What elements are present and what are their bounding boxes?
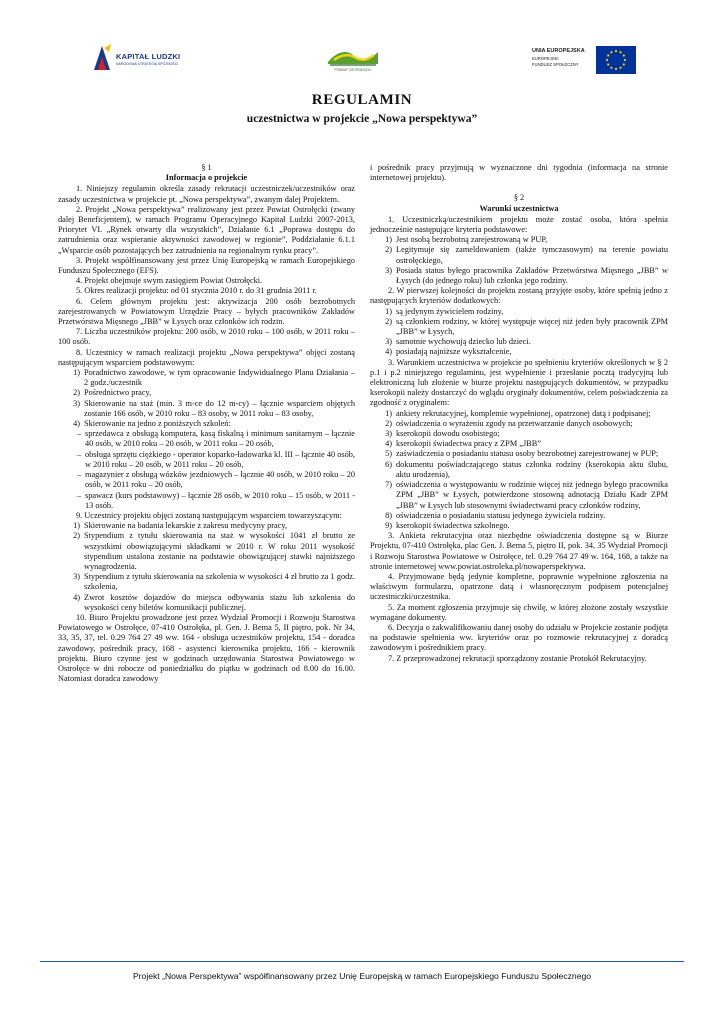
list-item: 1) Poradnictwo zawodowe, w tym opracowanie Indywidualnego Planu Działania – 2 godz./uczestnik	[73, 368, 355, 388]
s2-paragraph-3: 3. Warunkiem uczestnictwa w projekcie po spełnieniu kryteriów określonych w § 2 p.1 i p.2 niniejszego regulaminu, jest wypełnienie i przesłanie pocztą tradycyjną lub elektroniczną lub złożenie w biurze projektu następujących dokumentów, w przypadku kserokopii należy dostarczyć do wglądu oryginały dokumentów, celem poświadczenia za zgodność z oryginałem:	[370, 357, 668, 408]
list-item: 1) Jest osobą bezrobotną zarejestrowaną w PUP,	[385, 235, 548, 245]
kapital-ludzki-name: KAPITAŁ LUDZKI	[116, 52, 181, 61]
document-subtitle: uczestnictwa w projekcie „Nowa perspektywa”	[246, 113, 478, 125]
list-item: 9) kserokopii świadectwa szkolnego.	[385, 520, 510, 530]
list-item: 8) oświadczenia o posiadaniu statusu jedynego żywiciela rodziny.	[385, 510, 606, 520]
s2-paragraph-5: 5. Za moment zgłoszenia przyjmuje się chwilę, w której złożone zostały wszystkie wymagane dokumenty.	[370, 602, 668, 622]
list-item: 3) kserokopii dowodu osobistego;	[385, 429, 500, 439]
s1-paragraph-1: 1. Niniejszy regulamin określa zasady rekrutacji uczestniczek/uczestników oraz zasady uczestnictwa w projekcie pt. „Nowa perspektywa”, zwanym dalej Projektem.	[58, 184, 355, 204]
right-column	[370, 163, 668, 664]
s2-documents-list	[370, 409, 668, 531]
s2-paragraph-3b: 3. Ankieta rekrutacyjna oraz niezbędne oświadczenia dostępne są w Biurze Projektu, 07-410 Ostrołęka, plac Gen. J. Bema 5, piętro II, pok. 34, 35 Wydział Promocji i Rozwoju Starostwa Powiatowe w Ostrołęce, tel. 0.29 764 27 49 w. 164, 168, a także na stronie internetowej www.powiat.ostroleka.pl/nowaperspektywa.	[370, 531, 668, 571]
s1-paragraph-8: 8. Uczestnicy w ramach realizacji projektu „Nowa perspektywa” objęci zostaną następującym wsparciem podstawowym:	[58, 347, 355, 367]
s1-paragraph-10-continued: i pośrednik pracy przyjmują w wyznaczone dni tygodnia (informacja na stronie internetowej projektu).	[370, 163, 668, 183]
powiat-ostrolecki-logo	[326, 46, 380, 74]
document-title: REGULAMIN	[311, 92, 413, 108]
s2-paragraph-7: 7. Z przeprowadzonej rekrutacji sporządzony zostanie Protokół Rekrutacyjny.	[388, 653, 647, 663]
training-item: – spawacz (kurs podstawowy) – łącznie 28 osób, w 2010 roku – 15 osób, w 2011 - 13 osób.	[77, 490, 355, 510]
section-1-heading: Informacja o projekcie	[165, 173, 248, 183]
kapital-ludzki-mark-icon	[92, 44, 112, 72]
s1-paragraph-7: 7. Liczba uczestników projektu: 200 osób, w 2010 roku – 100 osób, w 2011 roku – 100 osób.	[58, 327, 355, 347]
s1-paragraph-10: 10. Biuro Projektu prowadzone jest przez Wydział Promocji i Rozwoju Starostwa Powiatowego w Ostrołęce, 07-410 Ostrołęka, pl. Gen. J. Bema 5, II piętro, pok. Nr 34, 33, 35, 37, tel. 0.29 764 27 49 ww. 164 - obsługa uczestników projektu, 154 - doradca zawodowy, pośrednik pracy, 168 - asystenci kierownika projektu, 166 - kierownik projektu. Biuro czynne jest w godzinach urzędowania Starostwa Powiatowego w Ostrołęce w dni robocze od poniedziałku do piątku w godzinach od 8.00 do 16.00. Natomiast doradca zawodowy	[58, 612, 355, 684]
s1-accompanying-support-list	[58, 521, 355, 613]
list-item: 2) Legitymuje się zameldowaniem (także tymczasowym) na terenie powiatu ostrołęckiego,	[385, 245, 668, 265]
s1-paragraph-3: 3. Projekt współfinansowany jest przez Unię Europejską w ramach Europejskiego Funduszu Społecznego (EFS).	[58, 255, 355, 276]
footer-rule	[40, 961, 684, 962]
eu-name: UNIA EUROPEJSKA	[532, 48, 585, 54]
s2-paragraph-4: 4. Przyjmowane będą jedynie kompletne, poprawnie wypełnione zgłoszenia na właściwym formularzu, opatrzone datą i własnoręcznym podpisem potencjalnej uczestniczki/uczestnika.	[370, 571, 668, 602]
s1-paragraph-6: 6. Celem głównym projektu jest: aktywizacja 200 osób bezrobotnych zarejestrowanych w Powiatowym Urzędzie Pracy – byłych pracowników Zakładów Przetwórstwa Mięsnego „JBB” w Łysych oraz członków ich rodzin.	[58, 296, 355, 327]
eu-fund-line2: FUNDUSZ SPOŁECZNY	[532, 62, 579, 67]
s2-paragraph-1: 1. Uczestniczką/uczestnikiem projektu może zostać osoba, która spełnia jednocześnie następujące kryteria podstawowe:	[370, 214, 668, 235]
list-item: 3) samotnie wychowują dziecko lub dzieci.	[385, 337, 531, 347]
list-item: 1) Skierowanie na badania lekarskie z zakresu medycyny pracy,	[73, 521, 288, 531]
section-1-number: § 1	[201, 163, 212, 172]
powiat-emblem-icon	[326, 46, 380, 68]
training-item: – obsługa sprzętu ciężkiego - operator koparko-ładowarka kl. III – łącznie 40 osób, w 2010 roku – 20 osób, w 2011 roku – 20 osób,	[77, 449, 355, 469]
s1-support-list	[58, 368, 355, 511]
list-item: 3) Skierowanie na staż (min. 3 m-ce do 12 m-cy) – łącznie wsparciem objętych zostanie 166 osób, w 2010 roku – 83 osoby, w 2011 roku – 83 osoby,	[73, 398, 355, 418]
left-column	[58, 163, 355, 684]
s1-paragraph-2: 2. Projekt „Nowa perspektywa” realizowany jest przez Powiat Ostrołęcki (zwany dalej Beneficjentem), w ramach Programu Operacyjnego Kapitał Ludzki 2007-2013, Priorytet VI. „Rynek otwarty dla wszystkich”, Działanie 6.1 „Poprawa dostępu do zatrudnienia oraz wspieranie aktywności zawodowej w regionie”, Poddziałanie 6.1.1 „Wsparcie osób pozostających bez zatrudnienia na regionalnym rynku pracy”.	[58, 204, 355, 255]
list-item: 6) dokumentu poświadczającego status członka rodziny (kserokopia aktu ślubu, aktu urodzenia),	[385, 459, 668, 479]
s1-paragraph-5: 5. Okres realizacji projektu: od 01 stycznia 2010 r. do 31 grudnia 2011 r.	[76, 286, 317, 296]
list-item: 3) Posiada status byłego pracownika Zakładów Przetwórstwa Mięsnego „JBB” w Łysych (do jednego roku) lub członka jego rodziny.	[385, 265, 668, 286]
s1-paragraph-9: 9. Uczestnicy projektu objęci zostaną następującym wsparciem towarzyszącym:	[76, 510, 342, 520]
eu-flag-icon	[596, 46, 636, 74]
list-item: 2) Stypendium z tytułu skierowania na staż w wysokości 1041 zł brutto ze wszystkimi obowiązującymi składkami w 2010 r. W roku 2011 wysokość stypendium ustalona zostanie na podstawie obowiązującej stawki najniższego wynagrodzenia.	[73, 531, 355, 571]
list-item: 1) są jedynym żywicielem rodziny,	[385, 306, 504, 316]
list-item: 2) oświadczenia o wyrażeniu zgody na przetwarzanie danych osobowych;	[385, 418, 633, 428]
eu-efs-logo	[532, 44, 638, 76]
list-item: 3) Stypendium z tytułu skierowania na szkolenia w wysokości 4 zł brutto za 1 godz. szkolenia,	[73, 572, 355, 592]
kapital-ludzki-logo	[92, 44, 192, 74]
eu-fund-line1: EUROPEJSKI	[532, 56, 559, 61]
training-item: – sprzedawca z obsługą komputera, kasą fiskalną i minimum sanitarnym – łącznie 40 osób, w 2010 roku – 20 osób, w 2011 roku – 20 osób,	[77, 429, 355, 449]
s2-additional-criteria-list	[370, 307, 668, 358]
list-item: 4) kserokopii świadectwa pracy z ZPM „JBB”	[385, 439, 541, 449]
list-item: 7) oświadczenia o występowaniu w rodzinie więcej niż jednego byłego pracownika ZPM „JBB” w Łysych, potwierdzone stosowną adnotacją Działu Kadr ZPM „JBB” w Łysych lub stosownymi świadectwami pracy członków rodziny,	[385, 480, 668, 510]
s2-paragraph-6: 6. Decyzja o zakwalifikowaniu danej osoby do udziału w Projekcie zostanie podjęta na podstawie spełnienia ww. kryteriów oraz po rozmowie rekrutacyjnej z doradcą zawodowym i pośrednikiem pracy.	[370, 622, 668, 653]
list-item: 2) są członkiem rodziny, w której występuje więcej niż jeden były pracownik ZPM „JBB” w Łysych,	[385, 316, 668, 337]
list-item: 2) Pośrednictwo pracy,	[73, 388, 152, 398]
list-item: 4) Skierowanie na jedno z poniższych szkoleń:	[73, 419, 231, 429]
training-item: – magazynier z obsługą wózków jezdniowych – łącznie 40 osób, w 2010 roku – 20 osób, w 2011 roku – 20 osób,	[77, 470, 355, 490]
section-2-heading: Warunki uczestnictwa	[479, 203, 559, 213]
s1-paragraph-4: 4. Projekt obejmuje swym zasięgiem Powiat Ostrołęcki.	[76, 276, 263, 286]
s2-basic-criteria-list	[370, 235, 668, 286]
powiat-subline: POWIAT OSTROŁĘCKI	[334, 68, 372, 72]
list-item: 4) Zwrot kosztów dojazdów do miejsca odbywania stażu lub szkolenia do wysokości ceny biletów komunikacji publicznej.	[73, 592, 355, 612]
section-2-number: § 2	[513, 193, 525, 203]
header-logos	[92, 44, 638, 76]
list-item: 4) posiadają najniższe wykształcenie,	[385, 347, 512, 357]
list-item: 5) zaświadczenia o posiadaniu statusu osoby bezrobotnej zarejestrowanej w PUP;	[385, 449, 659, 459]
list-item: 1) ankiety rekrutacyjnej, kompletnie wypełnionej, opatrzonej datą i podpisanej;	[385, 408, 651, 418]
kapital-ludzki-subline: NARODOWA STRATEGIA SPÓJNOŚCI	[116, 62, 179, 66]
s2-paragraph-2: 2. W pierwszej kolejności do projektu zostaną przyjęte osoby, które spełnią jedno z następujących kryteriów dodatkowych:	[370, 286, 668, 306]
footer-text: Projekt „Nowa Perspektywa” współfinansowany przez Unię Europejską w ramach Europejskiego Funduszu Społecznego	[132, 971, 592, 981]
